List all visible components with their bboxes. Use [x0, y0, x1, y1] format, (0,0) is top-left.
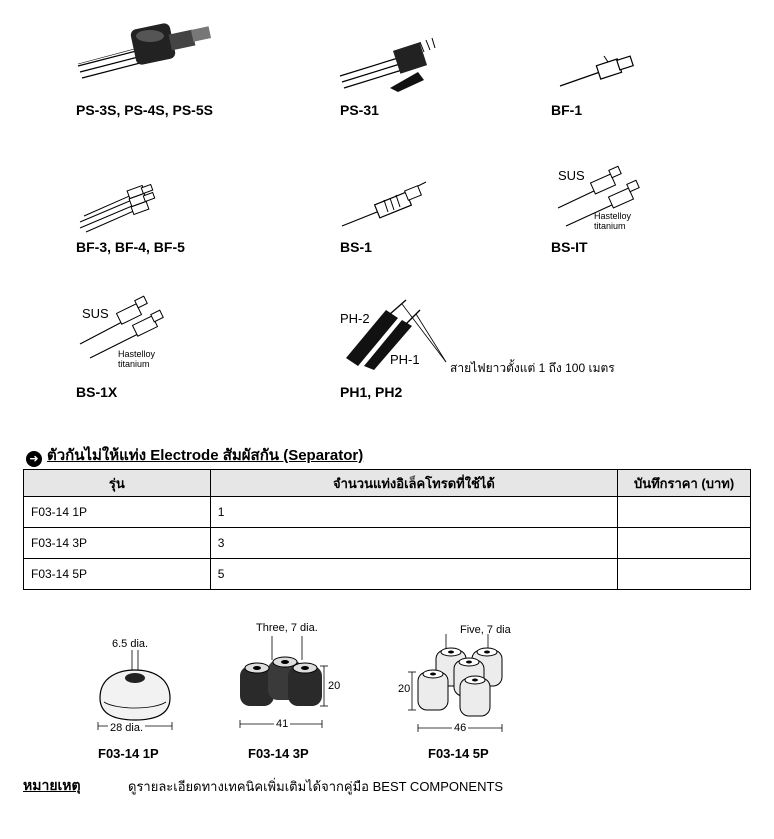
bf1-caption: BF-1 — [551, 102, 583, 118]
f03-14-3p-height-dim: 20 — [328, 680, 341, 692]
f03-14-5p-height-dim: 20 — [398, 683, 411, 695]
cell-count: 3 — [210, 528, 617, 559]
ps31-caption: PS-31 — [340, 102, 379, 118]
f03-14-1p-drawing — [90, 636, 180, 736]
f03-14-3p-top-dim: Three, 7 dia. — [256, 622, 318, 634]
ph1-label: PH-1 — [390, 352, 420, 367]
cell-count: 1 — [210, 497, 617, 528]
ps31-illustration — [340, 38, 440, 92]
bsit-sus-label: SUS — [558, 168, 585, 183]
ps3s-caption: PS-3S, PS-4S, PS-5S — [76, 102, 213, 118]
bf3-illustration — [80, 182, 170, 232]
cell-price[interactable] — [618, 559, 751, 590]
bs1x-sus-label: SUS — [82, 306, 109, 321]
bs1-illustration — [342, 180, 432, 230]
table-row — [24, 559, 751, 590]
header-model: รุ่น — [24, 470, 211, 497]
header-price-note: บันทึกราคา (บาท) — [618, 470, 751, 497]
separator-section-title — [26, 443, 363, 467]
bf1-illustration — [560, 52, 640, 92]
ph-caption: PH1, PH2 — [340, 384, 403, 400]
cable-length-note: สายไฟยาวตั้งแต่ 1 ถึง 100 เมตร — [450, 361, 615, 375]
cell-price[interactable] — [618, 528, 751, 559]
cell-model: F03-14 5P — [24, 559, 211, 590]
f03-14-3p-width-dim: 41 — [276, 718, 289, 730]
ph2-label: PH-2 — [340, 311, 370, 326]
bs1x-titanium-label: titanium — [118, 359, 150, 369]
cell-count: 5 — [210, 559, 617, 590]
bsit-titanium-label: titanium — [594, 221, 626, 231]
note-label: หมายเหตุ — [23, 777, 81, 793]
bs1x-hastelloy-label: Hastelloy — [118, 349, 156, 359]
header-electrode-count: จำนวนแท่งอิเล็คโทรดที่ใช้ได้ — [210, 470, 617, 497]
note-text: ดูรายละเอียดทางเทคนิคเพิ่มเติมได้จากคู่มือ BEST COMPONENTS — [128, 779, 504, 794]
f03-14-5p-top-dim: Five, 7 dia — [460, 624, 511, 636]
bsit-caption: BS-IT — [551, 239, 588, 255]
separator-section-title-text: ตัวกันไม่ให้แท่ง Electrode สัมผัสกัน (Separator) — [47, 447, 364, 464]
bs1x-caption: BS-1X — [76, 384, 118, 400]
f03-14-5p-caption: F03-14 5P — [428, 746, 489, 761]
f03-14-5p-width-dim: 46 — [454, 722, 467, 734]
f03-14-1p-bottom-dim: 28 dia. — [110, 722, 144, 734]
bs1-caption: BS-1 — [340, 239, 372, 255]
cell-price[interactable] — [618, 497, 751, 528]
table-header-row — [24, 470, 751, 497]
table-row — [24, 497, 751, 528]
cell-model: F03-14 3P — [24, 528, 211, 559]
ps3s-illustration — [78, 14, 218, 84]
f03-14-1p-caption: F03-14 1P — [98, 746, 159, 761]
bf3-caption: BF-3, BF-4, BF-5 — [76, 239, 185, 255]
f03-14-1p-top-dim: 6.5 dia. — [112, 638, 149, 650]
arrow-right-icon: ➜ — [26, 451, 42, 467]
bsit-hastelloy-label: Hastelloy — [594, 211, 632, 221]
table-row — [24, 528, 751, 559]
separator-table — [23, 469, 751, 590]
f03-14-3p-caption: F03-14 3P — [248, 746, 309, 761]
cell-model: F03-14 1P — [24, 497, 211, 528]
